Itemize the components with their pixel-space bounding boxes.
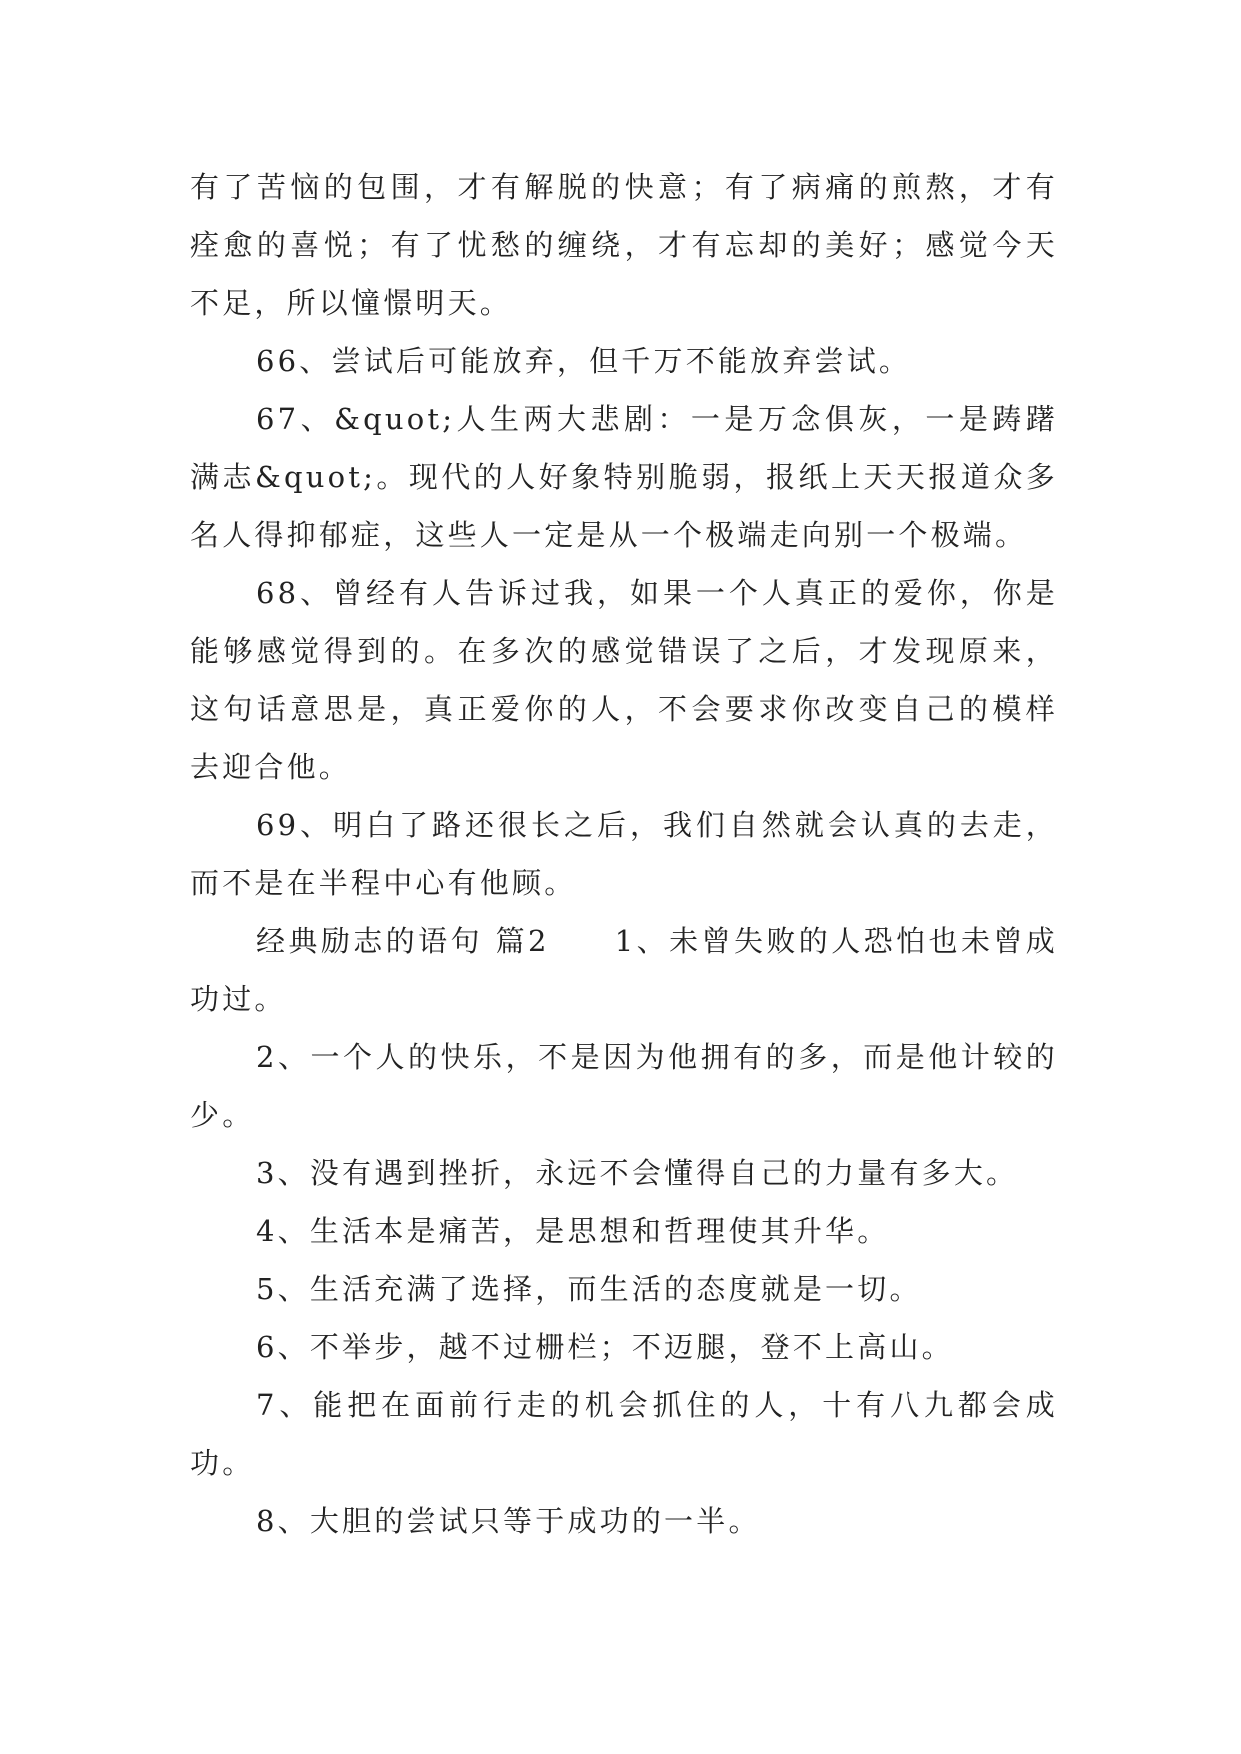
paragraph-65-continued: 有了苦恼的包围，才有解脱的快意；有了病痛的煎熬，才有痊愈的喜悦；有了忧愁的缠绕，才有忘却的美好；感觉今天不足，所以憧憬明天。 [190,170,1058,320]
section-2-heading-paragraph-1: 经典励志的语句 篇2 1、未曾失败的人恐怕也未曾成功过。 [190,924,1058,1016]
paragraph-4: 4、生活本是痛苦，是思想和哲理使其升华。 [256,1214,890,1248]
paragraph-7: 7、能把在面前行走的机会抓住的人，十有八九都会成功。 [190,1388,1058,1480]
paragraph-67: 67、&quot;人生两大悲剧：一是万念俱灰，一是踌躇满志&quot;。现代的人好象特别脆弱，报纸上天天报道众多名人得抑郁症，这些人一定是从一个极端走向别一个极端。 [190,402,1058,552]
paragraph-8: 8、大胆的尝试只等于成功的一半。 [256,1504,761,1538]
paragraph-6: 6、不举步，越不过栅栏；不迈腿，登不上高山。 [256,1330,954,1364]
paragraph-68: 68、曾经有人告诉过我，如果一个人真正的爱你，你是能够感觉得到的。在多次的感觉错误了之后，才发现原来，这句话意思是，真正爱你的人，不会要求你改变自己的模样去迎合他。 [190,576,1058,784]
paragraph-3: 3、没有遇到挫折，永远不会懂得自己的力量有多大。 [256,1156,1019,1190]
document-body [190,158,1058,1550]
paragraph-66: 66、尝试后可能放弃，但千万不能放弃尝试。 [256,344,912,378]
paragraph-69: 69、明白了路还很长之后，我们自然就会认真的去走，而不是在半程中心有他顾。 [190,808,1058,900]
paragraph-2: 2、一个人的快乐，不是因为他拥有的多，而是他计较的少。 [190,1040,1058,1132]
paragraph-5: 5、生活充满了选择，而生活的态度就是一切。 [256,1272,922,1306]
